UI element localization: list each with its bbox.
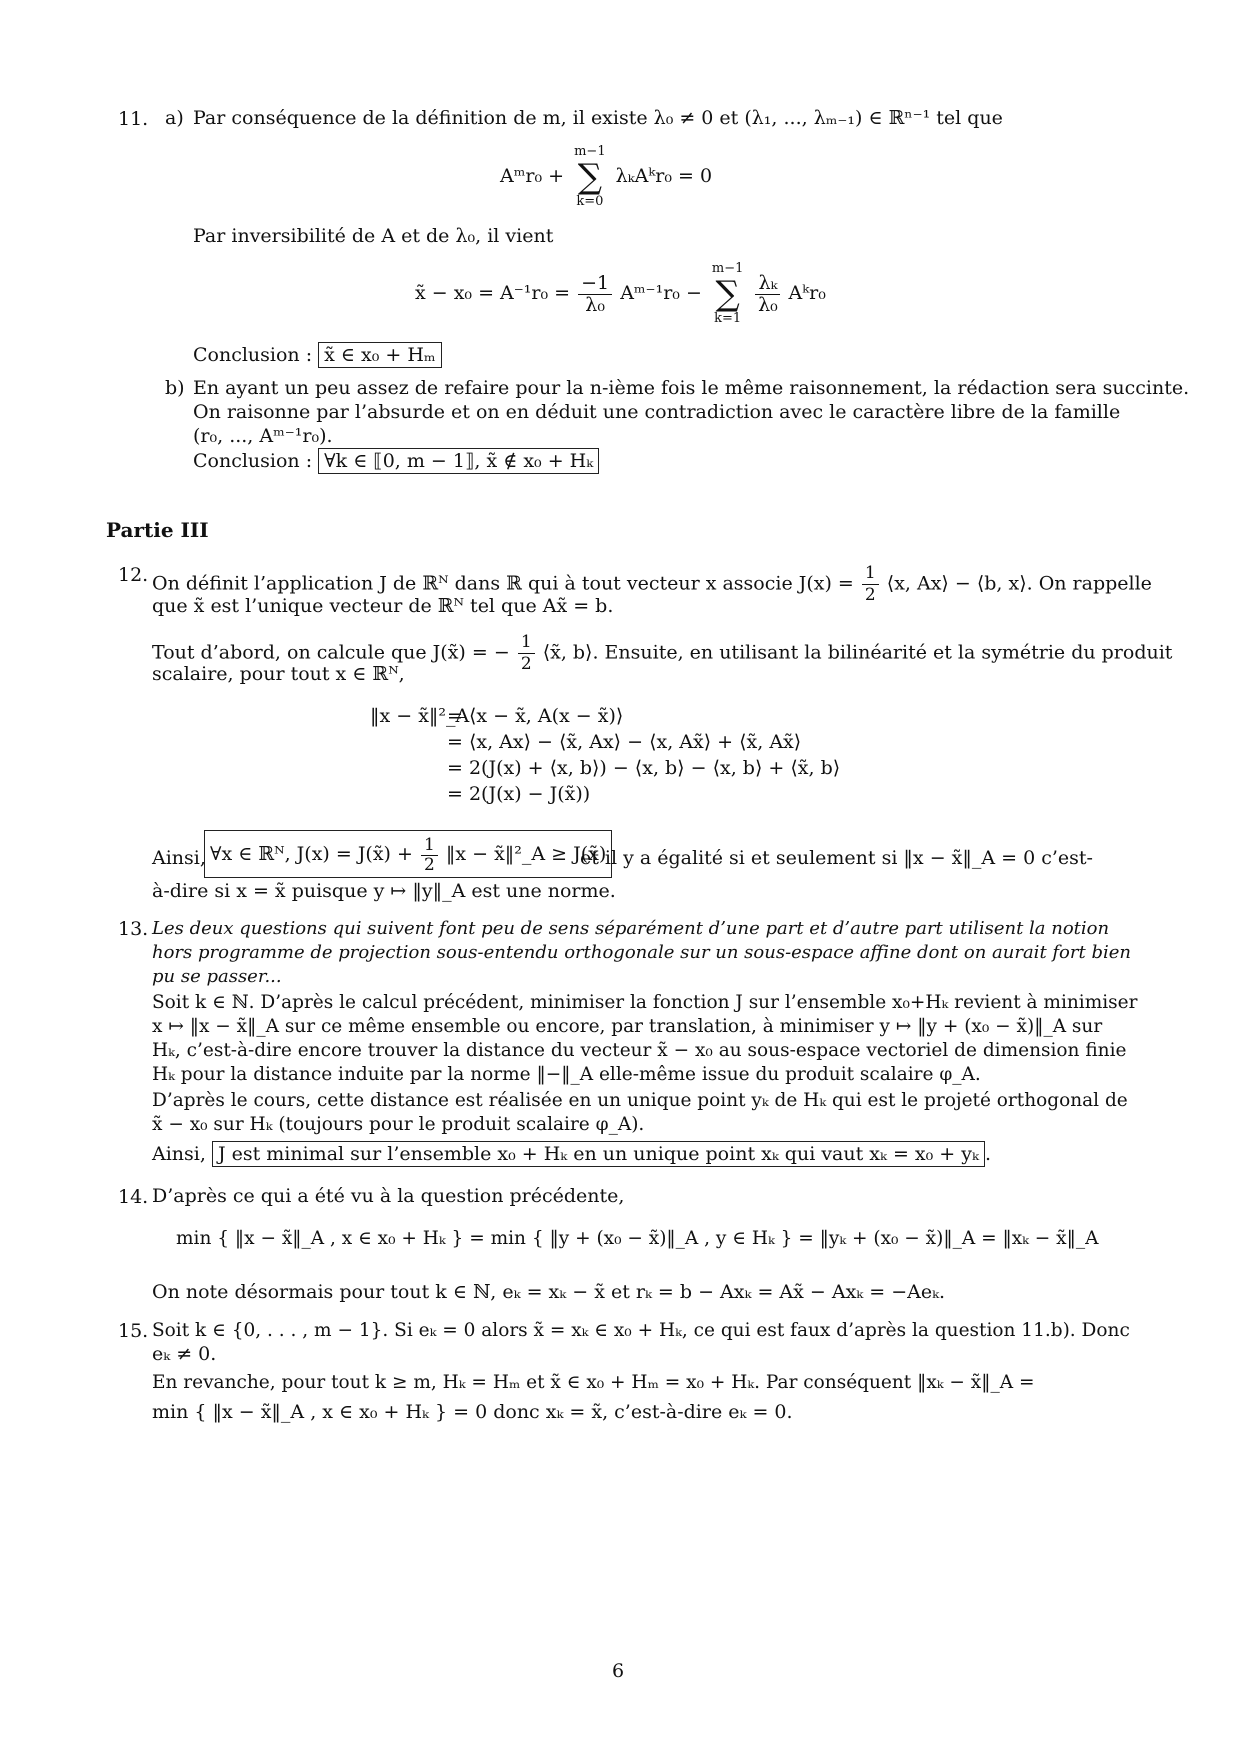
eq1-sum [574,145,606,209]
frac-den: 2 [864,585,876,605]
q12-line1-frac [862,563,879,606]
eq1-left: Aᵐr₀ + [500,165,565,187]
q12-line1-b: ⟨x, Ax⟩ − ⟨b, x⟩. On rappelle [886,572,1152,595]
frac-num: 1 [421,836,438,856]
q12-line-2: que x̃ est l’unique vecteur de ℝᴺ tel que Ax̃ = b. [152,595,614,617]
q11-inv-text: Par inversibilité de A et de λ₀, il vient [193,225,554,247]
q15-line-2: eₖ ≠ 0. [152,1343,217,1365]
q12-box-a: ∀x ∈ ℝᴺ, J(x) = J(x̃) + [210,843,413,865]
q12-line3-a: Tout d’abord, on calcule que J(x̃) = − [152,641,510,664]
q13-para1-line-4: Hₖ pour la distance induite par la norme ‖−‖_A elle-même issue du produit scalaire φ_A. [152,1064,981,1085]
frac-den: 2 [520,654,532,674]
eq2-left: x̃ − x₀ = A⁻¹r₀ = [415,282,571,304]
sigma-symbol: ∑ [577,157,602,197]
q11-equation-2 [415,262,826,326]
conclusion-box-b: ∀k ∈ ⟦0, m − 1⟧, x̃ ∉ x₀ + Hₖ [318,448,599,474]
q11-b-line-1: En ayant un peu assez de refaire pour la n-ième fois le même raisonnement, la rédaction sera succinte. [193,377,1190,399]
q11-b-label: b) [165,377,185,399]
q11-b-line-3: (r₀, ..., Aᵐ⁻¹r₀). [193,425,333,447]
q13-para1-line-2: x ↦ ‖x − x̃‖_A sur ce même ensemble ou encore, par translation, à minimiser y ↦ ‖y + (x₀ − x̃)‖_A sur [152,1016,1103,1037]
sigma-symbol: ∑ [715,274,740,314]
q13-para1-line-3: Hₖ, c’est-à-dire encore trouver la distance du vecteur x̃ − x₀ au sous-espace vectoriel de dimension finie [152,1040,1127,1061]
q13-para2-line-1: D’après le cours, cette distance est réalisée en un unique point yₖ de Hₖ qui est le projeté orthogonal de [152,1090,1128,1111]
q13-para1-line-1: Soit k ∈ ℕ. D’après le calcul précédent, minimiser la fonction J sur l’ensemble x₀+Hₖ revient à minimiser [152,992,1138,1013]
q12-line3-frac [518,632,535,675]
q13-italic-line-2: hors programme de projection sous-entendu orthogonale sur un sous-espace affine dont on aurait fort bien [152,942,1131,963]
eq2-end: Aᵏr₀ [788,282,826,304]
conclusion-box-a: x̃ ∈ x₀ + Hₘ [318,342,441,368]
eq1-sum-top: m−1 [574,144,606,159]
eq1-sum-bot: k=0 [576,194,604,209]
q12-align-row-3: = 2(J(x) + ⟨x, b⟩) − ⟨x, b⟩ − ⟨x, b⟩ + ⟨x̃, b⟩ [447,757,841,779]
eq2-frac1 [578,273,612,316]
ainsi-label: Ainsi, [152,1143,206,1165]
q12-align-row-4: = 2(J(x) − J(x̃)) [447,783,591,805]
q12-align-row-1: = ⟨x − x̃, A(x − x̃)⟩ [447,705,624,727]
q11-b-line-2: On raisonne par l’absurde et on en déduit une contradiction avec le caractère libre de la famille [193,401,1121,423]
question-number-12: 12. [118,564,149,586]
question-number-11: 11. [118,108,149,130]
q12-after-box: et il y a égalité si et seulement si ‖x − x̃‖_A = 0 c’est- [580,847,1093,869]
page-number: 6 [612,1660,625,1682]
q12-last-line: à-dire si x = x̃ puisque y ↦ ‖y‖_A est une norme. [152,880,616,902]
q11-conclusion-a [193,343,442,368]
q14-equation: min { ‖x − x̃‖_A , x ∈ x₀ + Hₖ } = min { ‖y + (x₀ − x̃)‖_A , y ∈ Hₖ } = ‖yₖ + (x₀ − x̃)‖_A = ‖xₖ − x̃‖_A [176,1228,1099,1249]
q13-result-box: J est minimal sur l’ensemble x₀ + Hₖ en un unique point xₖ qui vaut xₖ = x₀ + yₖ [212,1141,985,1167]
q13-box-end: . [984,1143,991,1165]
q15-line-1: Soit k ∈ {0, . . . , m − 1}. Si eₖ = 0 alors x̃ = xₖ ∈ x₀ + Hₖ, ce qui est faux d’après la question 11.b). Donc [152,1320,1130,1341]
question-number-15: 15. [118,1320,149,1342]
q11-a-text: Par conséquence de la définition de m, il existe λ₀ ≠ 0 et (λ₁, ..., λₘ₋₁) ∈ ℝⁿ⁻¹ tel que [193,107,1003,129]
eq2-frac2-num: λₖ [755,273,780,295]
q12-line-4: scalaire, pour tout x ∈ ℝᴺ, [152,663,405,685]
eq2-frac1-num: −1 [578,273,612,295]
eq2-sum-top: m−1 [711,261,744,276]
q12-result-box [204,830,612,878]
q13-italic-line-1: Les deux questions qui suivent font peu de sens séparément d’une part et d’autre part utilisent la notion [152,918,1110,939]
eq2-mid: Aᵐ⁻¹r₀ − [620,282,702,304]
eq2-sum [712,262,744,326]
q13-ainsi [152,1142,991,1167]
question-number-14: 14. [118,1186,149,1208]
frac-den: 2 [423,854,435,875]
conclusion-label: Conclusion : [193,344,313,366]
q14-line-2: On note désormais pour tout k ∈ ℕ, eₖ = xₖ − x̃ et rₖ = b − Axₖ = Ax̃ − Axₖ = −Aeₖ. [152,1281,946,1303]
q13-italic-line-3: pu se passer... [152,966,282,987]
q14-line-1: D’après ce qui a été vu à la question précédente, [152,1185,625,1207]
q15-line-4: min { ‖x − x̃‖_A , x ∈ x₀ + Hₖ } = 0 donc xₖ = x̃, c’est-à-dire eₖ = 0. [152,1401,793,1423]
q12-ainsi: Ainsi, [152,847,206,869]
q12-box-frac [421,836,438,875]
eq2-frac2 [755,273,780,316]
frac-num: 1 [862,563,879,585]
q12-box-b: ‖x − x̃‖²_A ≥ J(x̃) [445,843,607,865]
q12-align-lhs: ‖x − x̃‖²_A [370,705,470,727]
part-title: Partie III [106,518,209,542]
frac-num: 1 [518,632,535,654]
q15-line-3: En revanche, pour tout k ≥ m, Hₖ = Hₘ et x̃ ∈ x₀ + Hₘ = x₀ + Hₖ. Par conséquent ‖xₖ − x̃‖_A = [152,1372,1035,1393]
eq2-frac1-den: λ₀ [585,293,605,316]
q11-equation-1 [500,145,712,209]
eq2-sum-bot: k=1 [714,311,742,326]
eq1-right: λₖAᵏr₀ = 0 [615,165,713,187]
q11-a-label: a) [165,107,184,129]
q12-line1-a: On définit l’application J de ℝᴺ dans ℝ qui à tout vecteur x associe J(x) = [152,572,854,595]
conclusion-label: Conclusion : [193,450,313,472]
eq2-frac2-den: λ₀ [758,293,778,316]
q12-align-row-2: = ⟨x, Ax⟩ − ⟨x̃, Ax⟩ − ⟨x, Ax̃⟩ + ⟨x̃, Ax̃⟩ [447,731,802,753]
q11-conclusion-b [193,449,599,474]
q13-para2-line-2: x̃ − x₀ sur Hₖ (toujours pour le produit scalaire φ_A). [152,1114,645,1135]
question-number-13: 13. [118,918,149,940]
q12-line3-b: ⟨x̃, b⟩. Ensuite, en utilisant la bilinéarité et la symétrie du produit [542,641,1173,664]
